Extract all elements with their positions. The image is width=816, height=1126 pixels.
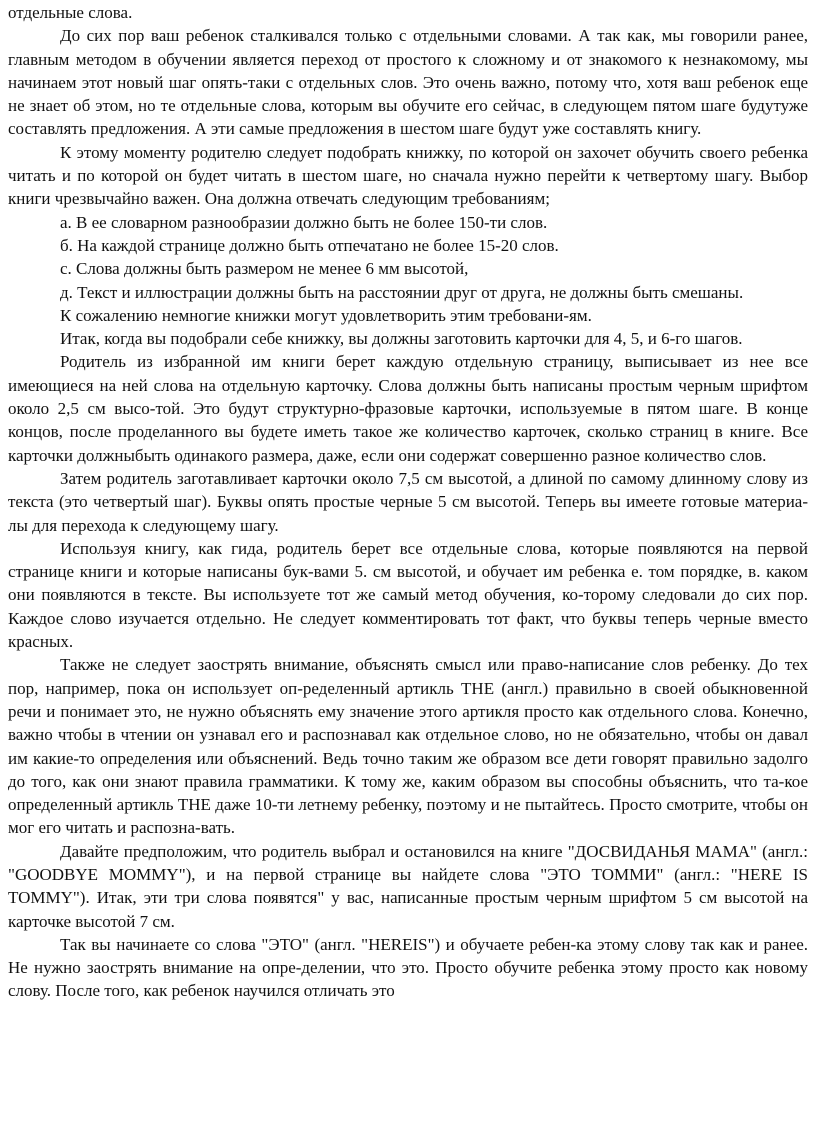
paragraph-book-as-guide: Используя книгу, как гида, родитель берет все отдельные слова, которые появляются на первой странице книги и которые написаны бук-вами 5. см высотой, и обучает им ребенка е. том порядке, в. каком они появляются в тексте. Вы используете тот же самый метод обучения, ко-торому следовали до сих пор. Каждое слово изучается отдельно. Не следует комментировать тот факт, что буквы теперь черные вместо красных.	[8, 538, 808, 652]
requirement-d: д. Текст и иллюстрации должны быть на расстоянии друг от друга, не должны быть смешаны.	[60, 282, 744, 302]
document-page	[0, 1, 816, 1126]
paragraph-continuation: отдельные слова.	[8, 3, 133, 22]
paragraph-few-books: К сожалению немногие книжки могут удовлетворить этим требовани-ям.	[60, 305, 592, 325]
requirement-c: с. Слова должны быть размером не менее 6 мм высотой,	[60, 259, 469, 279]
requirement-a: a. В ее словарном разнообразии должно быть не более 150-ти слов.	[60, 212, 548, 232]
paragraph-start-word: Так вы начинаете со слова "ЭТО" (англ. "HEREIS") и обучаете ребен-ка этому слову так как и ранее. Не нужно заострять внимание на опре-делении, что это. Просто обучите ребенка этому просто как новому слову. После того, как ребенок научился отличать это	[8, 934, 808, 1001]
paragraph-choose-book: К этому моменту родителю следует подобрать книжку, по которой он захочет обучить своего ребенка читать и по которой он будет читать в шестом шаге, но сначала нужно перейти к четвертому шагу. Выбор книги чрезвычайно важен. Она должна отвечать следующим требованиям;	[8, 142, 808, 209]
paragraph-intro-step: До сих пор ваш ребенок сталкивался только с отдельными словами. А так как, мы говорили ранее, главным методом в обучении является переход от простого к сложному и от знакомого к незнакомому, мы начинаем этот новый шаг опять-таки с отдельных слов. Это очень важно, потому что, хотя ваш ребенок еще не знает об этом, но те отдельные слова, которым вы обучите его сейчас, в следующем пятом шаге будутуже составлять предложения. А эти самые предложения в шестом шаге будут уже составлять книгу.	[8, 26, 808, 139]
paragraph-example-book: Давайте предположим, что родитель выбрал и остановился на книге "ДОСВИДАНЬЯ МАМА" (англ.: "GOODBYE MOMMY"), и на первой странице вы найдете слова "ЭТО ТОММИ" (англ.: "HERE IS TOMMY"). Итак, эти три слова появятся" у вас, написанные простым черным шрифтом 5 см высотой на карточке высотой 7 см.	[8, 841, 808, 931]
requirement-b: б. На каждой странице должно быть отпечатано не более 15-20 слов.	[60, 235, 559, 255]
paragraph-phrase-cards: Родитель из избранной им книги берет каждую отдельную страницу, выписывает из нее все имеющиеся на ней слова на отдельную карточку. Слова должны быть написаны простым черным шрифтом около 2,5 см высо-той. Это будут структурно-фразовые карточки, используемые в пятом шаге. В конце концов, после проделанного вы будете иметь такое же количество карточек, сколько страниц в книге. Все карточки должныбыть одинакого размера, даже, если они содержат совершенно разное количество слов.	[8, 352, 808, 465]
paragraph-no-explanations: Также не следует заострять внимание, объяснять смысл или право-написание слов ребенку. До тех пор, например, пока он использует оп-ределенный артикль THE (англ.) правильно в своей обыкновенной речи и понимает это, не нужно объяснять ему значение этого артикля просто как отдельного слова. Конечно, важно чтобы в чтении он узнавал его и распознавал как отдельное слово, но не обязательно, чтобы он давал им какие-то определения или объяснений. Ведь точно таким же образом все дети говорят правильно задолго до того, как они знают правила грамматики. К тому же, каким образом вы способны объяснить, что та-кое определенный артикль THE даже 10-ти летнему ребенку, поэтому и не пытайтесь. Просто смотрите, чтобы он мог его читать и распозна-вать.	[8, 655, 808, 838]
paragraph-prepare-cards: Итак, когда вы подобрали себе книжку, вы должны заготовить карточки для 4, 5, и 6-го шагов.	[60, 329, 743, 349]
paragraph-word-cards: Затем родитель заготавливает карточки около 7,5 см высотой, а длиной по самому длинному слову из текста (это четвертый шаг). Буквы опять простые черные 5 см высотой. Теперь вы имеете готовые материа-лы для перехода к следующему шагу.	[8, 468, 808, 535]
